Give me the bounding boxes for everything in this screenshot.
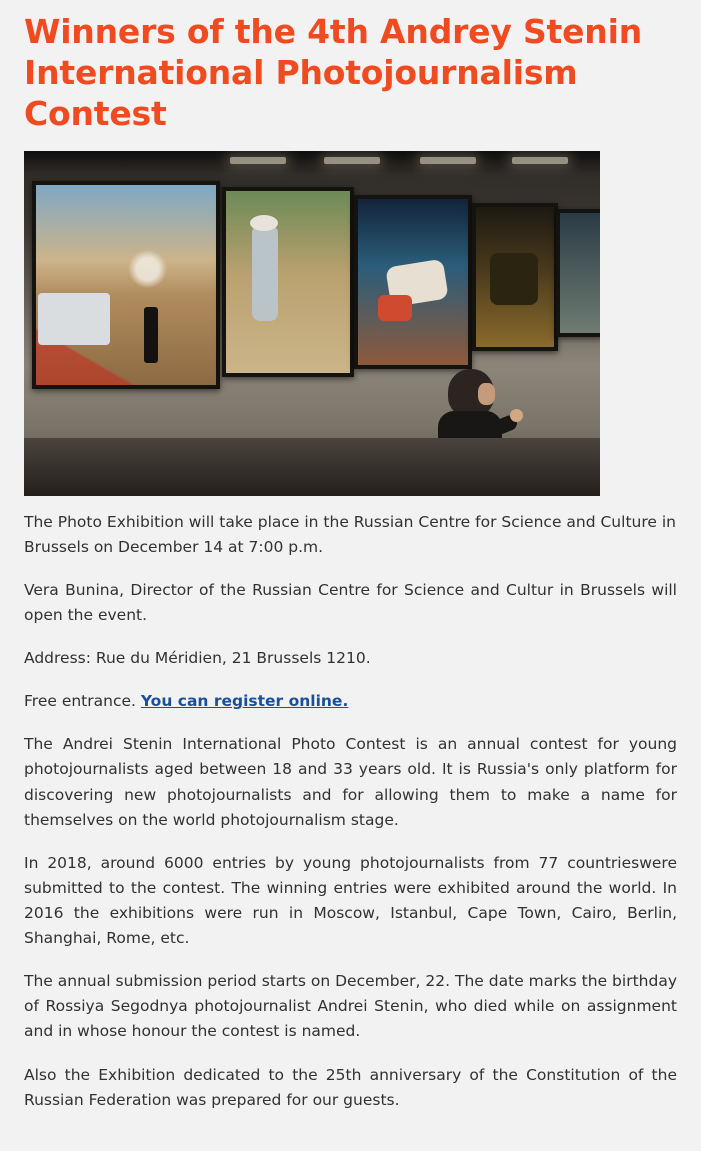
paragraph-submission-period: The annual submission period starts on December, 22. The date marks the birthday of Rossiya Segodnya photojournalist Andrei Stenin, who died while on assignment and in whose honour the contest is named.: [24, 972, 677, 1041]
photo-car-shape: [38, 293, 110, 345]
photo-canvas: [560, 213, 600, 333]
framed-photo: [472, 203, 558, 351]
ceiling-light-icon: [230, 157, 286, 164]
page-title: Winners of the 4th Andrey Stenin International Photojournalism Contest: [24, 12, 642, 133]
framed-photo: [32, 181, 220, 389]
photo-accent-shape: [378, 295, 412, 321]
paragraph-entrance: [24, 689, 677, 714]
figure-hand: [510, 409, 523, 422]
photo-detail: [36, 185, 216, 385]
paragraph-venue: The Photo Exhibition will take place in the Russian Centre for Science and Culture in Brussels on December 14 at 7:00 p.m.: [24, 512, 676, 556]
photo-figure-head: [250, 215, 278, 231]
photo-figure-shape: [144, 307, 158, 363]
framed-photo: [222, 187, 354, 377]
free-entrance-text: Free entrance.: [24, 692, 141, 711]
framed-photo: [354, 195, 472, 369]
photo-figure-shape: [252, 225, 278, 321]
ceiling-light-icon: [324, 157, 380, 164]
photo-canvas: [226, 191, 350, 373]
figure-face: [478, 383, 495, 405]
gallery-floor: [24, 438, 600, 496]
paragraph-address: Address: Rue du Méridien, 21 Brussels 1210.: [24, 649, 371, 668]
paragraph-opening: Vera Bunina, Director of the Russian Centre for Science and Cultur in Brussels will open the event.: [24, 580, 677, 625]
paragraph-contest-about: The Andrei Stenin International Photo Contest is an annual contest for young photojournalists aged between 18 and 33 years old. It is Russia's only platform for discovering new photojournalists and for allowing them to make a name for themselves on the world photojournalism stage.: [24, 735, 677, 829]
ceiling-light-icon: [420, 157, 476, 164]
register-online-link[interactable]: You can register online.: [140, 692, 349, 711]
paragraph-entries-2018: In 2018, around 6000 entries by young photojournalists from 77 countrieswere submitted to the contest. The winning entries were exhibited around the world. In 2016 the exhibitions were run in Moscow, Istanbul, Cape Town, Cairo, Berlin, Shanghai, Rome, etc.: [24, 853, 677, 948]
hero-image: [24, 151, 600, 496]
ceiling-light-icon: [512, 157, 568, 164]
framed-photo: [556, 209, 600, 337]
paragraph-constitution-exhibition: Also the Exhibition dedicated to the 25th anniversary of the Constitution of the Russian Federation was prepared for our guests.: [24, 1065, 677, 1109]
photo-figure-shape: [490, 253, 538, 305]
